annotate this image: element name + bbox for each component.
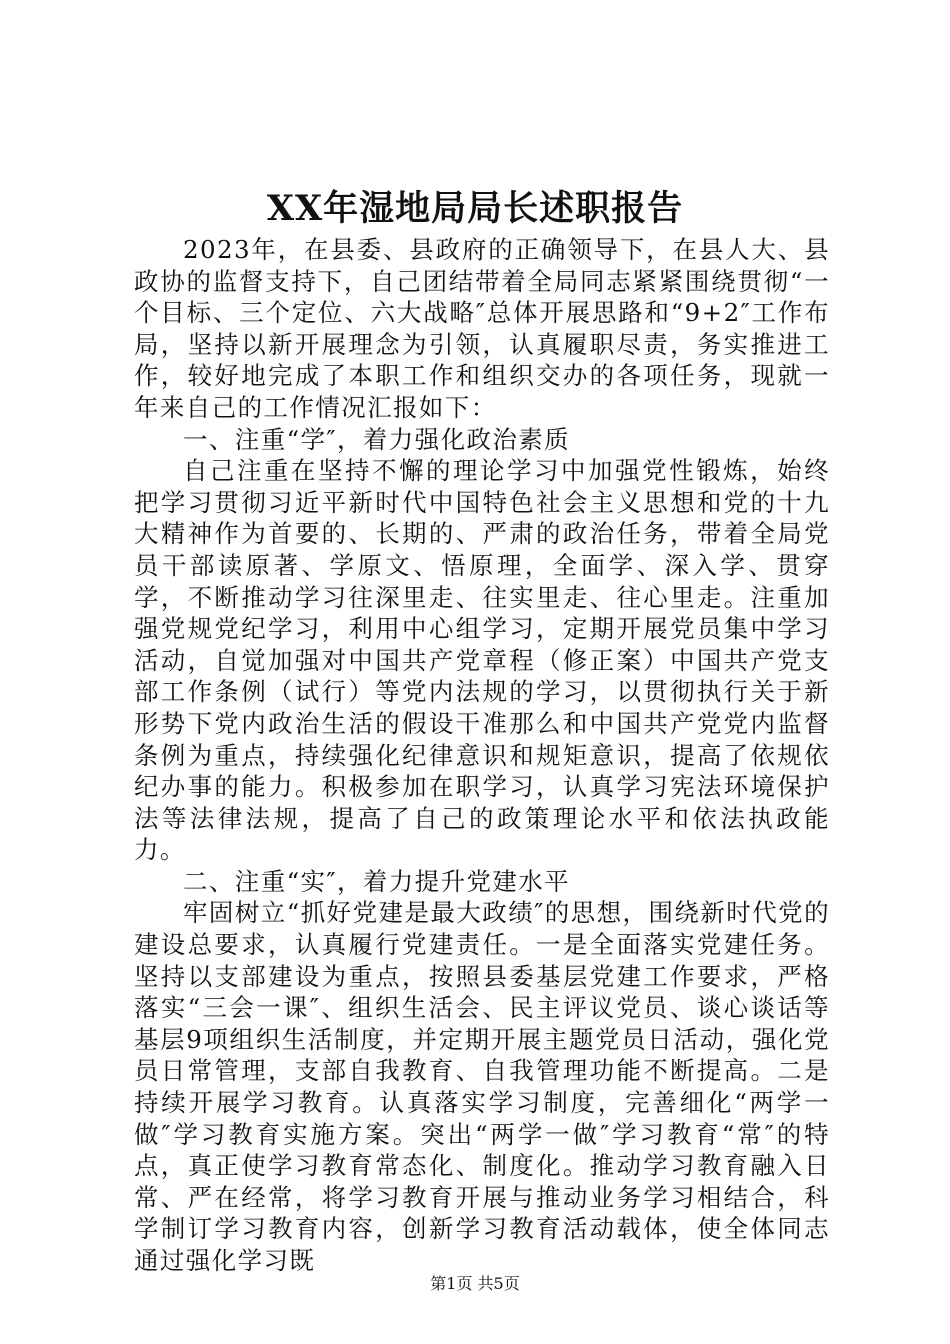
section-heading-1: 一、注重“学″，着力强化政治素质: [183, 424, 571, 454]
document-title: XX年湿地局局长述职报告: [266, 188, 684, 229]
document-body: [134, 234, 830, 1277]
section-1-paragraph: 自己注重在坚持不懈的理论学习中加强党性锻炼，始终把学习贯彻习近平新时代中国特色社会主义思想和党的十九大精神作为首要的、长期的、严肃的政治任务，带着全局党员干部读原著、学原文、悟原理，全面学、深入学、贯穿学，不断推动学习往深里走、往实里走、往心里走。注重加强党规党纪学习，利用中心组学习，定期开展党员集中学习活动，自觉加强对中国共产党章程（修正案）中国共产党支部工作条例（试行）等党内法规的学习，以贯彻执行关于新形势下党内政治生活的假设干准那么和中国共产党党内监督条例为重点，持续强化纪律意识和规矩意识，提高了依规依纪办事的能力。积极参加在职学习，认真学习宪法环境保护法等法律法规，提高了自己的政策理论水平和依法执政能力。: [134, 456, 830, 865]
page-footer: 第1页 共5页: [430, 1274, 520, 1293]
section-heading-2: 二、注重“实″，着力提升党建水平: [183, 866, 571, 896]
intro-paragraph: 2023年，在县委、县政府的正确领导下，在县人大、县政协的监督支持下，自己团结带着全局同志紧紧围绕贯彻“一个目标、三个定位、六大战略″总体开展思路和“9+2″工作布局，坚持以新开展理念为引领，认真履职尽责，务实推进工作，较好地完成了本职工作和组织交办的各项任务，现就一年来自己的工作情况汇报如下：: [134, 235, 830, 422]
section-2-paragraph: 牢固树立“抓好党建是最大政绩″的思想，围绕新时代党的建设总要求，认真履行党建责任。一是全面落实党建任务。坚持以支部建设为重点，按照县委基层党建工作要求，严格落实“三会一课″、组织生活会、民主评议党员、谈心谈话等基层9项组织生活制度，并定期开展主题党员日活动，强化党员日常管理，支部自我教育、自我管理功能不断提高。二是持续开展学习教育。认真落实学习制度，完善细化“两学一做″学习教育实施方案。突出“两学一做″学习教育“常″的特点，真正使学习教育常态化、制度化。推动学习教育融入日常、严在经常，将学习教育开展与推动业务学习相结合，科学制订学习教育内容，创新学习教育活动载体，使全体同志通过强化学习既: [134, 898, 830, 1275]
